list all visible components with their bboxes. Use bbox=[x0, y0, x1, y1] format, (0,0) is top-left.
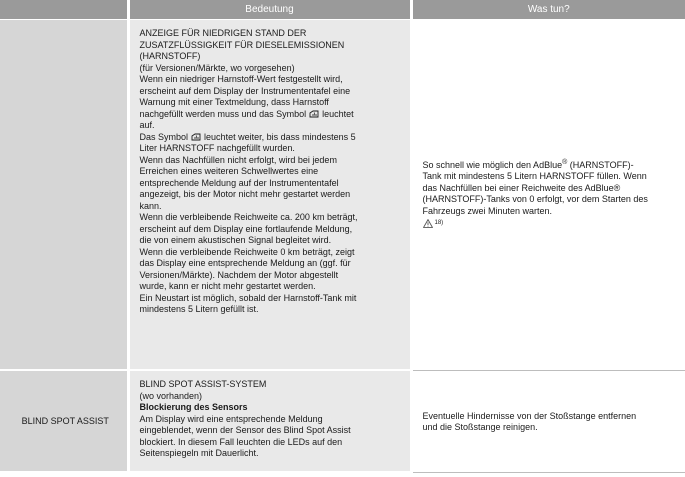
action-line: das Nachfüllen bei einer Reichweite des AdBlue® bbox=[422, 182, 621, 193]
meaning-line: angezeigt, bis der Motor nicht mehr gestartet werden bbox=[139, 189, 351, 199]
meaning-line: Versionen/Märkte). Nachdem der Motor abgestellt bbox=[139, 269, 339, 280]
action-text: So schnell wie möglich den AdBlue bbox=[422, 159, 563, 170]
meaning-text: nachgefüllt werden muss und das Symbol bbox=[139, 108, 307, 119]
row2-action bbox=[411, 370, 685, 472]
meaning-line: (für Versionen/Märkte, wo vorgesehen) bbox=[139, 62, 295, 73]
meaning-subheading: Blockierung des Sensors bbox=[139, 402, 248, 412]
table-row-urea bbox=[0, 20, 685, 371]
meaning-line: erscheint auf dem Display der Instrumententafel eine bbox=[139, 85, 351, 96]
action-text: (HARNSTOFF)- bbox=[567, 159, 634, 170]
urea-fluid-icon bbox=[309, 110, 320, 118]
warning-reference bbox=[423, 218, 444, 230]
table-header-row bbox=[0, 0, 685, 20]
meaning-line: eingeblendet, wenn der Sensor des Blind Spot Assist bbox=[139, 425, 351, 435]
meaning-line: Wenn die verbleibende Reichweite ca. 200 km beträgt, bbox=[139, 212, 358, 222]
meaning-line: ANZEIGE FÜR NIEDRIGEN STAND DER bbox=[139, 28, 307, 38]
registered-mark: ® bbox=[562, 158, 568, 166]
meaning-line: blockiert. In diesem Fall leuchten die LEDs auf den bbox=[139, 436, 343, 447]
header-col-meaning: Bedeutung bbox=[128, 0, 411, 20]
row1-meaning bbox=[128, 20, 411, 371]
meaning-text: Das Symbol bbox=[139, 131, 189, 142]
meaning-line: ZUSATZFLÜSSIGKEIT FÜR DIESELEMISSIONEN bbox=[139, 39, 345, 50]
warning-triangle-icon bbox=[423, 219, 433, 228]
action-line bbox=[423, 160, 680, 172]
urea-fluid-icon bbox=[191, 133, 202, 141]
action-line: (HARNSTOFF)-Tanks von 0 erfolgt, vor dem Starten des bbox=[422, 194, 648, 205]
action-line: Fahrzeugs zwei Minuten warten. bbox=[422, 205, 553, 216]
meaning-line: auf. bbox=[139, 120, 155, 130]
meaning-line-with-symbol bbox=[140, 109, 404, 121]
row2-label: BLIND SPOT ASSIST bbox=[0, 370, 128, 472]
meaning-line: Am Display wird eine entsprechende Meldung bbox=[139, 413, 323, 424]
meaning-line: Liter HARNSTOFF nachgefüllt wurden. bbox=[139, 143, 295, 153]
meaning-line: Ein Neustart ist möglich, sobald der Harnstoff-Tank mit bbox=[139, 292, 357, 303]
meaning-line: Warnung mit einer Textmeldung, dass Harnstoff bbox=[139, 97, 329, 107]
header-col-action: Was tun? bbox=[411, 0, 685, 20]
row1-label bbox=[0, 20, 128, 371]
meaning-line: Seitenspiegeln mit Dauerlicht. bbox=[139, 448, 259, 458]
meaning-text: leuchtet bbox=[322, 108, 354, 119]
meaning-line: entsprechende Meldung auf der Instrumententafel bbox=[139, 177, 339, 188]
meaning-line: mindestens 5 Litern gefüllt ist. bbox=[139, 304, 259, 314]
meaning-line: kann. bbox=[139, 200, 162, 211]
meaning-line: BLIND SPOT ASSIST-SYSTEM bbox=[139, 379, 267, 389]
header-col-indicator bbox=[0, 0, 128, 20]
warning-ref-number: 18) bbox=[434, 220, 444, 227]
meaning-line: Erreichen eines weiteren Schwellwertes eine bbox=[139, 166, 319, 176]
meaning-line: Wenn ein niedriger Harnstoff-Wert festgestellt wird, bbox=[139, 74, 343, 84]
meaning-line: erscheint auf dem Display eine fortlaufende Meldung, bbox=[139, 223, 353, 234]
meaning-text: leuchtet weiter, bis dass mindestens 5 bbox=[204, 131, 356, 142]
action-line: Tank mit mindestens 5 Litern HARNSTOFF füllen. Wenn bbox=[422, 171, 647, 182]
row2-meaning bbox=[128, 370, 411, 472]
meaning-line: die von einem akustischen Signal begleitet wird. bbox=[139, 235, 332, 245]
action-line: und die Stoßstange reinigen. bbox=[422, 422, 538, 432]
meaning-line: wurde, kann er nicht mehr gestartet werden. bbox=[139, 281, 316, 291]
table-row-blind-spot bbox=[0, 370, 685, 472]
meaning-line: (wo vorhanden) bbox=[139, 390, 203, 401]
meaning-line: Wenn die verbleibende Reichweite 0 km beträgt, zeigt bbox=[139, 246, 355, 257]
row1-action bbox=[411, 20, 685, 371]
meaning-line-with-symbol bbox=[140, 132, 404, 144]
meaning-line: (HARNSTOFF) bbox=[139, 51, 201, 61]
meaning-line: das Display eine entsprechende Meldung an (ggf. für bbox=[139, 258, 351, 268]
action-line: Eventuelle Hindernisse von der Stoßstange entfernen bbox=[422, 410, 637, 421]
meaning-line: Wenn das Nachfüllen nicht erfolgt, wird bei jedem bbox=[139, 154, 337, 165]
